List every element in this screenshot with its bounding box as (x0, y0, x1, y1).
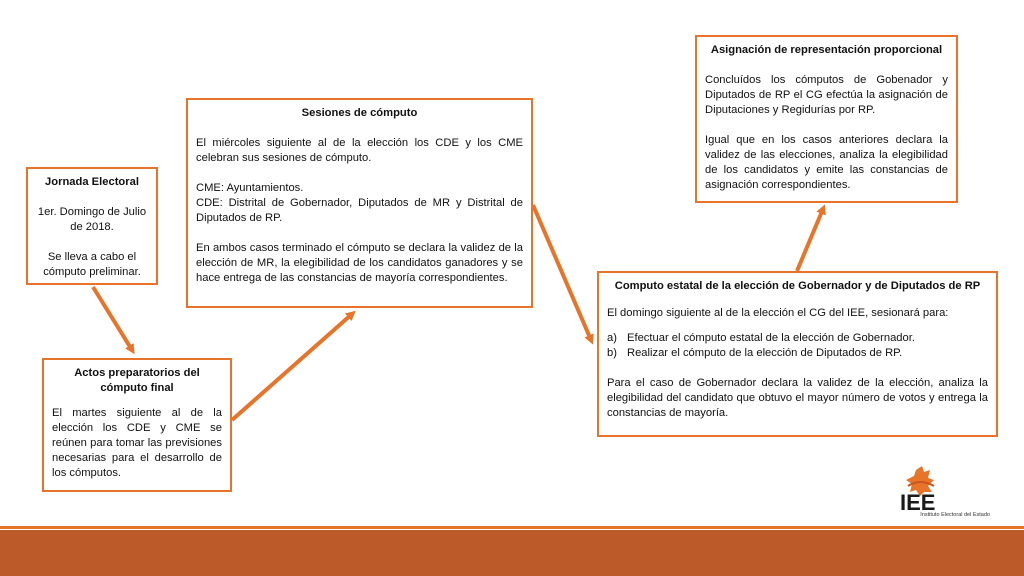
box-title: Jornada Electoral (45, 176, 139, 188)
box-sesiones-computo (186, 98, 533, 308)
box-text: El martes siguiente al de la elección los CDE y CME se reúnen para tomar las previsiones necesarias para el desarrollo de los cómputos. (52, 407, 222, 479)
arrow-jornada-to-actos (93, 287, 132, 350)
box-text: El domingo siguiente al de la elección el CG del IEE, sesionará para: (607, 307, 949, 319)
box-text: El miércoles siguiente al de la elección los CDE y los CME celebran sus sesiones de cómputo. (196, 137, 523, 164)
arrow-computo-to-asignacion (797, 209, 823, 271)
box-title: Computo estatal de la elección de Gobernador y de Diputados de RP (614, 280, 981, 292)
list-item-text: Realizar el cómputo de la elección de Diputados de RP. (627, 347, 903, 359)
logo-caption: Instituto Electoral del Estado (920, 512, 990, 518)
box-text: Concluídos los cómputos de Gobenador y Diputados de RP el CG efectúa la asignación de Diputaciones y Regidurías por RP. (705, 74, 948, 116)
footer-bar (0, 530, 1024, 576)
footer-accent-line (0, 526, 1024, 529)
box-title: Sesiones de cómputo (301, 107, 418, 119)
list-item (607, 346, 988, 361)
box-text: En ambos casos terminado el cómputo se declara la validez de la elección de MR, la elegibilidad de los candidatos ganadores y se hace entrega de las constancias de mayoría correspondientes. (196, 242, 523, 284)
list-item-text: Efectuar el cómputo estatal de la elección de Gobernador. (627, 332, 915, 344)
box-text: Igual que en los casos anteriores declara la validez de las elecciones, analiza la elegibilidad de los candidatos y emite las constancias de asignación correspondientes. (705, 134, 948, 191)
box-text: Se lleva a cabo el cómputo preliminar. (43, 251, 141, 278)
iee-logo-icon (880, 462, 990, 514)
box-text: Para el caso de Gobernador declara la validez de la elección, analiza la elegibilidad del candidato que obtuvo el mayor número de votos y entrega la constancias de mayoría. (607, 377, 988, 419)
box-actos-preparatorios (42, 358, 232, 492)
list-marker: b) (607, 347, 617, 359)
box-text-group (196, 181, 523, 226)
list-marker: a) (607, 332, 617, 344)
arrow-actos-to-sesiones (232, 314, 352, 420)
box-text: 1er. Domingo de Julio de 2018. (37, 206, 147, 233)
arrow-sesiones-to-computo (533, 205, 591, 340)
box-title: Actos preparatorios del cómputo final (74, 367, 200, 394)
box-title: Asignación de representación proporcional (710, 44, 943, 56)
box-list (607, 331, 988, 361)
iee-logo (880, 462, 990, 526)
logo-letters: IEE (900, 490, 936, 514)
box-asignacion-rp (695, 35, 958, 203)
box-computo-estatal (597, 271, 998, 437)
box-text: CDE: Distrital de Gobernador, Diputados de MR y Distrital de Diputados de RP. (196, 197, 523, 224)
list-item (607, 331, 988, 346)
box-text: CME: Ayuntamientos. (196, 182, 304, 194)
box-jornada-electoral (26, 167, 158, 285)
